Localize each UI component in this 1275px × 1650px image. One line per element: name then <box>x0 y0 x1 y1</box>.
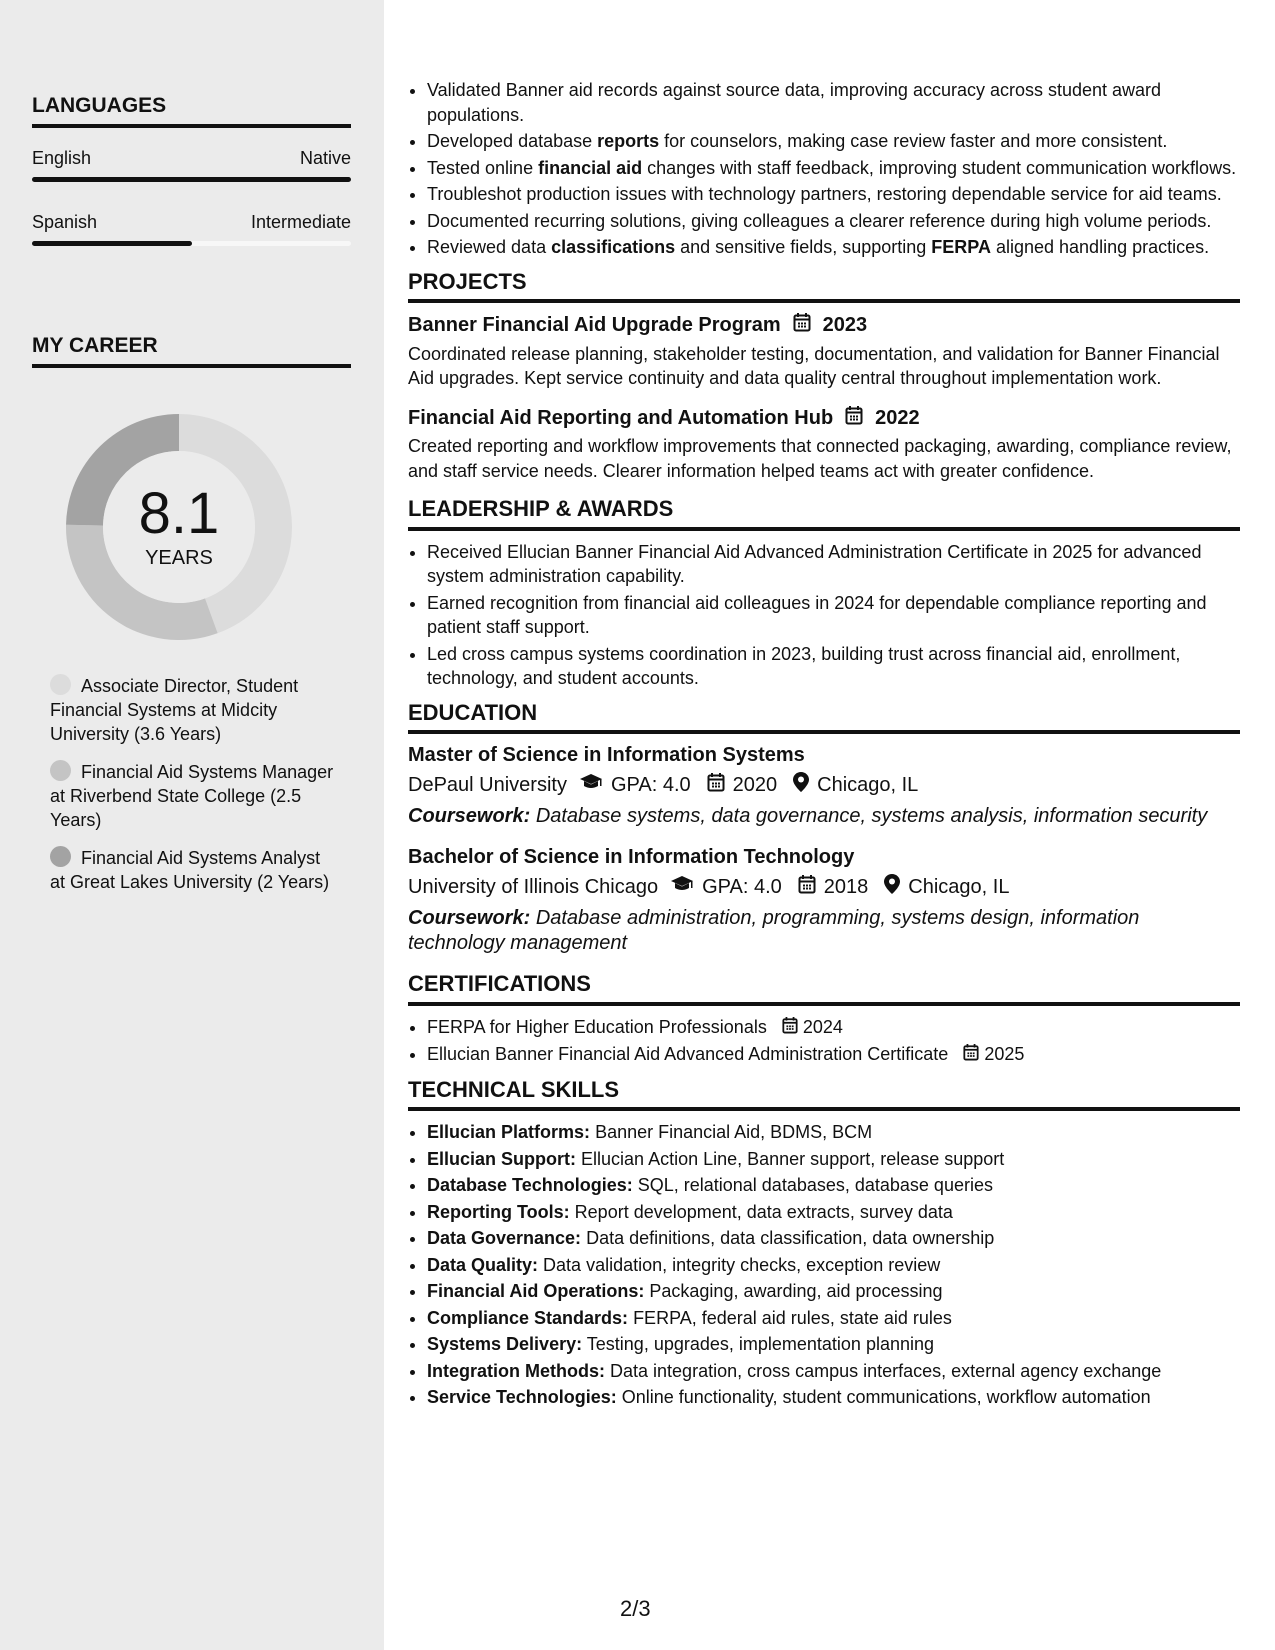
coursework-text: Database systems, data governance, systems analysis, information security <box>535 805 1208 827</box>
skill-value: Data integration, cross campus interfaces, external agency exchange <box>610 1360 1162 1381</box>
skill-label: Ellucian Support: <box>427 1148 577 1169</box>
skill-item <box>427 1332 1240 1357</box>
bullet-text: for counselors, making case review faster and more consistent. <box>659 131 1168 151</box>
career-role-label: Financial Aid Systems Analyst at Great Lakes University (2 Years) <box>50 848 330 892</box>
skill-item <box>427 1279 1240 1304</box>
project-description: Created reporting and workflow improvements that connected packaging, awarding, compliance review, and staff service needs. Clearer information helped teams act with greater confidence. <box>408 436 1232 481</box>
page-number: 2/3 <box>620 1596 651 1621</box>
project-item <box>408 405 1240 484</box>
certifications-heading: CERTIFICATIONS <box>408 972 1240 1006</box>
education-school: University of Illinois Chicago <box>408 875 659 898</box>
leadership-item: • Earned recognition from financial aid colleagues in 2024 for dependable compliance reporting and patient staff support. <box>427 591 1240 640</box>
bullet-text: aligned handling practices. <box>990 237 1210 257</box>
graduation-cap-icon <box>670 875 694 900</box>
project-description: Coordinated release planning, stakeholder testing, documentation, and validation for Banner Financial Aid upgrades. Kept service continuity and data quality central throughout implementation work. <box>408 343 1220 388</box>
skills-list <box>408 1120 1240 1410</box>
certification-year: 2025 <box>984 1044 1025 1064</box>
language-level: Intermediate <box>250 212 351 232</box>
education-year: 2018 <box>823 875 869 898</box>
language-name: English <box>32 148 92 168</box>
certifications-list <box>408 1015 1240 1068</box>
project-title: Banner Financial Aid Upgrade Program <box>408 314 781 336</box>
language-proficiency-bar <box>32 177 351 182</box>
map-pin-icon <box>793 772 809 799</box>
calendar-icon <box>707 772 725 799</box>
coursework-label: Coursework: <box>408 907 531 929</box>
career-role-label: Financial Aid Systems Manager at Riverbend State College (2.5 Years) <box>50 762 334 830</box>
language-row <box>32 148 351 169</box>
legend-dot <box>50 760 71 781</box>
map-pin-icon <box>884 874 900 901</box>
language-proficiency-bar <box>32 241 351 246</box>
career-total-unit: YEARS <box>145 546 213 569</box>
language-level: Native <box>299 148 351 168</box>
career-heading: MY CAREER <box>32 334 351 368</box>
calendar-icon <box>782 1016 798 1041</box>
leadership-item: • Led cross campus systems coordination in 2023, building trust across financial aid, enrollment, technology, and student accounts. <box>427 642 1240 691</box>
career-legend-item <box>50 674 340 746</box>
career-role-label: Associate Director, Student Financial Systems at Midcity University (3.6 Years) <box>50 676 299 744</box>
experience-bullet <box>427 78 1240 127</box>
skill-item <box>427 1120 1240 1145</box>
education-gpa: GPA: 4.0 <box>702 875 782 898</box>
skill-item <box>427 1200 1240 1225</box>
language-name: Spanish <box>32 212 98 232</box>
education-location: Chicago, IL <box>817 773 919 796</box>
skill-value: Banner Financial Aid, BDMS, BCM <box>595 1122 873 1142</box>
experience-bullet <box>427 182 1240 207</box>
education-location: Chicago, IL <box>908 875 1010 898</box>
coursework-text: Database administration, programming, systems design, information technology management <box>408 907 1140 954</box>
bullet-text: Troubleshot production issues with technology partners, restoring dependable service for aid teams. <box>427 184 1222 204</box>
experience-bullet <box>427 209 1240 234</box>
bullet-keyword: FERPA <box>931 237 991 257</box>
project-title-row <box>408 312 1240 339</box>
skill-item <box>427 1385 1240 1410</box>
projects-heading: PROJECTS <box>408 270 1240 304</box>
skill-item <box>427 1226 1240 1251</box>
certification-item <box>427 1042 1240 1068</box>
project-title: Financial Aid Reporting and Automation Hub <box>408 406 834 429</box>
experience-bullet <box>427 129 1240 154</box>
skill-label: Financial Aid Operations: <box>427 1281 645 1301</box>
skill-item <box>427 1147 1240 1172</box>
skill-value: Data validation, integrity checks, exception review <box>543 1254 941 1275</box>
bullet-text: Developed database <box>427 131 598 151</box>
bullet-text: Tested online <box>427 157 539 178</box>
calendar-icon <box>798 874 816 901</box>
skill-value: Packaging, awarding, aid processing <box>649 1281 943 1301</box>
certification-item <box>427 1015 1240 1041</box>
language-row <box>32 212 351 233</box>
education-item <box>408 743 1240 829</box>
skill-value: Ellucian Action Line, Banner support, release support <box>581 1148 1005 1169</box>
education-gpa: GPA: 4.0 <box>610 773 691 796</box>
skill-value: Data definitions, data classification, data ownership <box>586 1228 995 1248</box>
education-coursework <box>408 906 1240 956</box>
project-year: 2022 <box>875 406 920 429</box>
languages-heading: LANGUAGES <box>32 94 351 128</box>
leadership-heading: LEADERSHIP & AWARDS <box>408 497 1240 531</box>
skill-value: Testing, upgrades, implementation planning <box>586 1334 935 1354</box>
education-heading: EDUCATION <box>408 701 1240 735</box>
skill-label: Ellucian Platforms: <box>427 1122 591 1142</box>
project-title-row <box>408 405 1240 432</box>
graduation-cap-icon <box>579 773 603 798</box>
language-proficiency-fill <box>32 241 192 246</box>
sidebar <box>0 0 384 1650</box>
experience-bullet <box>427 156 1240 181</box>
project-year: 2023 <box>822 314 868 336</box>
calendar-icon <box>793 312 811 339</box>
bullet-text: changes with staff feedback, improving student communication workflows. <box>642 157 1237 178</box>
experience-bullets <box>408 78 1240 260</box>
career-legend <box>50 674 340 908</box>
bullet-keyword: reports <box>597 131 660 151</box>
language-proficiency-fill <box>32 177 351 182</box>
skill-label: Database Technologies: <box>427 1175 633 1195</box>
education-coursework <box>408 804 1240 829</box>
skill-label: Compliance Standards: <box>427 1307 629 1328</box>
legend-dot <box>50 846 71 867</box>
legend-dot <box>50 674 71 695</box>
education-school: DePaul University <box>408 773 567 796</box>
experience-bullet <box>427 235 1240 260</box>
career-section <box>32 334 351 368</box>
skill-item <box>427 1306 1240 1331</box>
bullet-text: Documented recurring solutions, giving colleagues a clearer reference during high volume periods. <box>427 210 1212 231</box>
skill-label: Reporting Tools: <box>427 1201 570 1222</box>
certification-year: 2024 <box>802 1016 843 1037</box>
skill-item <box>427 1253 1240 1278</box>
leadership-item: • Received Ellucian Banner Financial Aid Advanced Administration Certificate in 2025 for advanced system administration capability. <box>427 540 1240 589</box>
skill-label: Data Governance: <box>427 1228 582 1248</box>
skill-value: Report development, data extracts, survey data <box>574 1201 953 1222</box>
main-content <box>408 78 1240 1412</box>
leadership-list <box>408 540 1240 691</box>
career-total <box>66 414 292 640</box>
project-item <box>408 312 1240 391</box>
skill-label: Service Technologies: <box>427 1387 617 1407</box>
education-degree: Bachelor of Science in Information Technology <box>408 846 855 868</box>
education-meta <box>408 772 1240 799</box>
bullet-keyword: classifications <box>551 237 676 257</box>
languages-section <box>32 94 351 246</box>
bullet-text: and sensitive fields, supporting <box>675 237 932 257</box>
education-year: 2020 <box>732 773 778 796</box>
skill-item <box>427 1359 1240 1384</box>
career-donut-chart <box>66 414 292 640</box>
skill-item <box>427 1173 1240 1198</box>
calendar-icon <box>845 405 863 432</box>
calendar-icon <box>963 1043 979 1068</box>
skills-heading: TECHNICAL SKILLS <box>408 1078 1240 1112</box>
skill-label: Integration Methods: <box>427 1360 605 1381</box>
skill-value: Online functionality, student communications, workflow automation <box>621 1387 1151 1407</box>
skill-value: SQL, relational databases, database queries <box>637 1175 993 1195</box>
skill-value: FERPA, federal aid rules, state aid rules <box>633 1307 952 1328</box>
education-item <box>408 845 1240 956</box>
career-legend-item <box>50 760 340 832</box>
skill-label: Data Quality: <box>427 1254 539 1275</box>
certification-name: Ellucian Banner Financial Aid Advanced Administration Certificate <box>427 1044 949 1064</box>
bullet-text: Validated Banner aid records against source data, improving accuracy across student award populations. <box>427 80 1162 125</box>
career-legend-item <box>50 846 340 894</box>
education-degree: Master of Science in Information Systems <box>408 744 805 766</box>
bullet-text: Reviewed data <box>427 237 552 257</box>
certification-name: FERPA for Higher Education Professionals <box>427 1016 767 1037</box>
career-total-value: 8.1 <box>138 480 220 546</box>
coursework-label: Coursework: <box>408 805 531 827</box>
bullet-keyword: financial aid <box>538 157 643 178</box>
skill-label: Systems Delivery: <box>427 1334 583 1354</box>
education-meta <box>408 874 1240 901</box>
